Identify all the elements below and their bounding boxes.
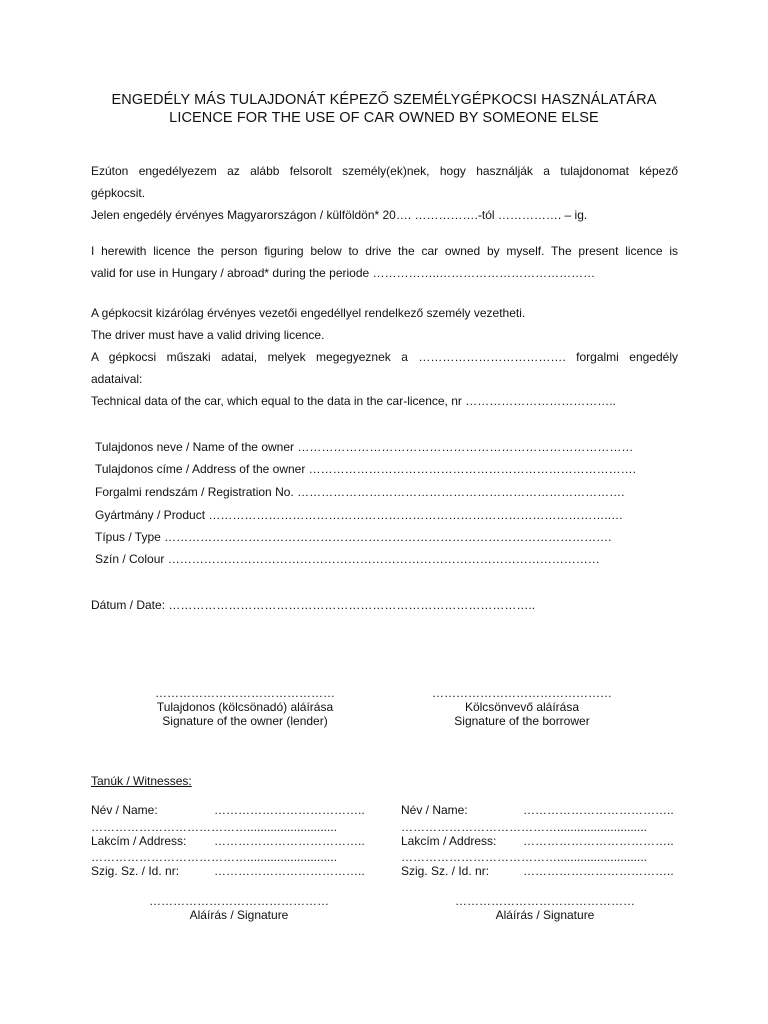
colour-field: Szín / Colour ……………………………………………………………………………………………… — [95, 552, 600, 566]
witness1-signature-line: ……………………………………… — [149, 894, 329, 908]
witness2-id-value: ……………………………….. — [523, 864, 674, 878]
witness1-address-value: ……………………………….. — [214, 834, 365, 848]
witness2-id-label: Szig. Sz. / Id. nr: — [401, 864, 490, 878]
borrower-signature-label-en: Signature of the borrower — [454, 714, 590, 728]
witness1-address-label: Lakcím / Address: — [91, 834, 187, 848]
paragraph-line: The driver must have a valid driving licence. — [91, 328, 325, 342]
paragraph-permission-hu — [91, 160, 678, 226]
borrower-signature-line: ……………………………………… — [432, 686, 612, 700]
paragraph-line: I herewith licence the person figuring below to drive the car owned by myself. The present licence is — [91, 244, 678, 258]
car-licence-line: Technical data of the car, which equal to the data in the car-licence, nr ……………………………….. — [91, 394, 616, 408]
product-field: Gyártmány / Product ………………………………………………………………………………………..… — [95, 508, 624, 522]
witness1-name-value: ……………………………….. — [214, 803, 365, 817]
date-field: Dátum / Date: ……………………………………………………………………………….. — [91, 598, 536, 612]
owner-signature-label-en: Signature of the owner (lender) — [162, 714, 328, 728]
witness2-name-label: Név / Name: — [401, 803, 468, 817]
witness1-name-label: Név / Name: — [91, 803, 158, 817]
witness2-signature-label: Aláírás / Signature — [495, 908, 595, 922]
paragraph-line: Ezúton engedélyezem az alább felsorolt személy(ek)nek, hogy használják a tulajdonomat képező — [91, 164, 678, 178]
paragraph-permission-en — [91, 240, 678, 284]
paragraph-line: A gépkocsit kizárólag érvényes vezetői engedéllyel rendelkező személy vezetheti. — [91, 306, 526, 320]
paragraph-driver-technical — [91, 302, 678, 412]
witness2-name-value: ……………………………….. — [523, 803, 674, 817]
witness2-signature-line: ……………………………………… — [455, 894, 635, 908]
type-field: Típus / Type …………………………………………………………………………………………………. — [95, 530, 612, 544]
registration-field: Forgalmi rendszám / Registration No. ………………………………………………………………………. — [95, 485, 625, 499]
witness2-address-value: ……………………………….. — [523, 834, 674, 848]
witness1-signature-block — [114, 894, 364, 922]
witness1-line-cont: …………………………………........................... — [91, 820, 338, 834]
owner-address-field: Tulajdonos címe / Address of the owner ………………………………………………………………………. — [95, 462, 637, 476]
paragraph-line: A gépkocsi műszaki adatai, melyek megegyeznek a ………………………………. forgalmi engedély — [91, 350, 678, 364]
owner-signature-line: ……………………………………… — [155, 686, 335, 700]
witness2-address-label: Lakcím / Address: — [401, 834, 497, 848]
owner-signature-label-hu: Tulajdonos (kölcsönadó) aláírása — [156, 700, 334, 714]
title-hungarian: ENGEDÉLY MÁS TULAJDONÁT KÉPEZŐ SZEMÉLYGÉPKOCSI HASZNÁLATÁRA — [111, 92, 657, 108]
validity-line: Jelen engedély érvényes Magyarországon / külföldön* 20…. …………….-tól ……………. – ig. — [91, 208, 588, 222]
borrower-signature-block — [397, 686, 647, 728]
title-english: LICENCE FOR THE USE OF CAR OWNED BY SOMEONE ELSE — [169, 110, 599, 126]
period-line: valid for use in Hungary / abroad* during the periode ……………..………………………………… — [91, 266, 596, 280]
witness2-address-cont: …………………………………........................... — [401, 850, 648, 864]
witness1-address-cont: …………………………………........................... — [91, 850, 338, 864]
witness1-id-label: Szig. Sz. / Id. nr: — [91, 864, 180, 878]
witness2-line-cont: …………………………………........................... — [401, 820, 648, 834]
witnesses-heading: Tanúk / Witnesses: — [91, 774, 192, 788]
witness1-id-value: ……………………………….. — [214, 864, 365, 878]
owner-name-field: Tulajdonos neve / Name of the owner ………………………………………………………………………… — [95, 440, 634, 454]
owner-signature-block — [120, 686, 370, 728]
borrower-signature-label-hu: Kölcsönvevő aláírása — [464, 700, 580, 714]
witness1-signature-label: Aláírás / Signature — [189, 908, 289, 922]
paragraph-line: adataival: — [91, 372, 143, 386]
witness2-signature-block — [420, 894, 670, 922]
paragraph-line: gépkocsit. — [91, 186, 146, 200]
